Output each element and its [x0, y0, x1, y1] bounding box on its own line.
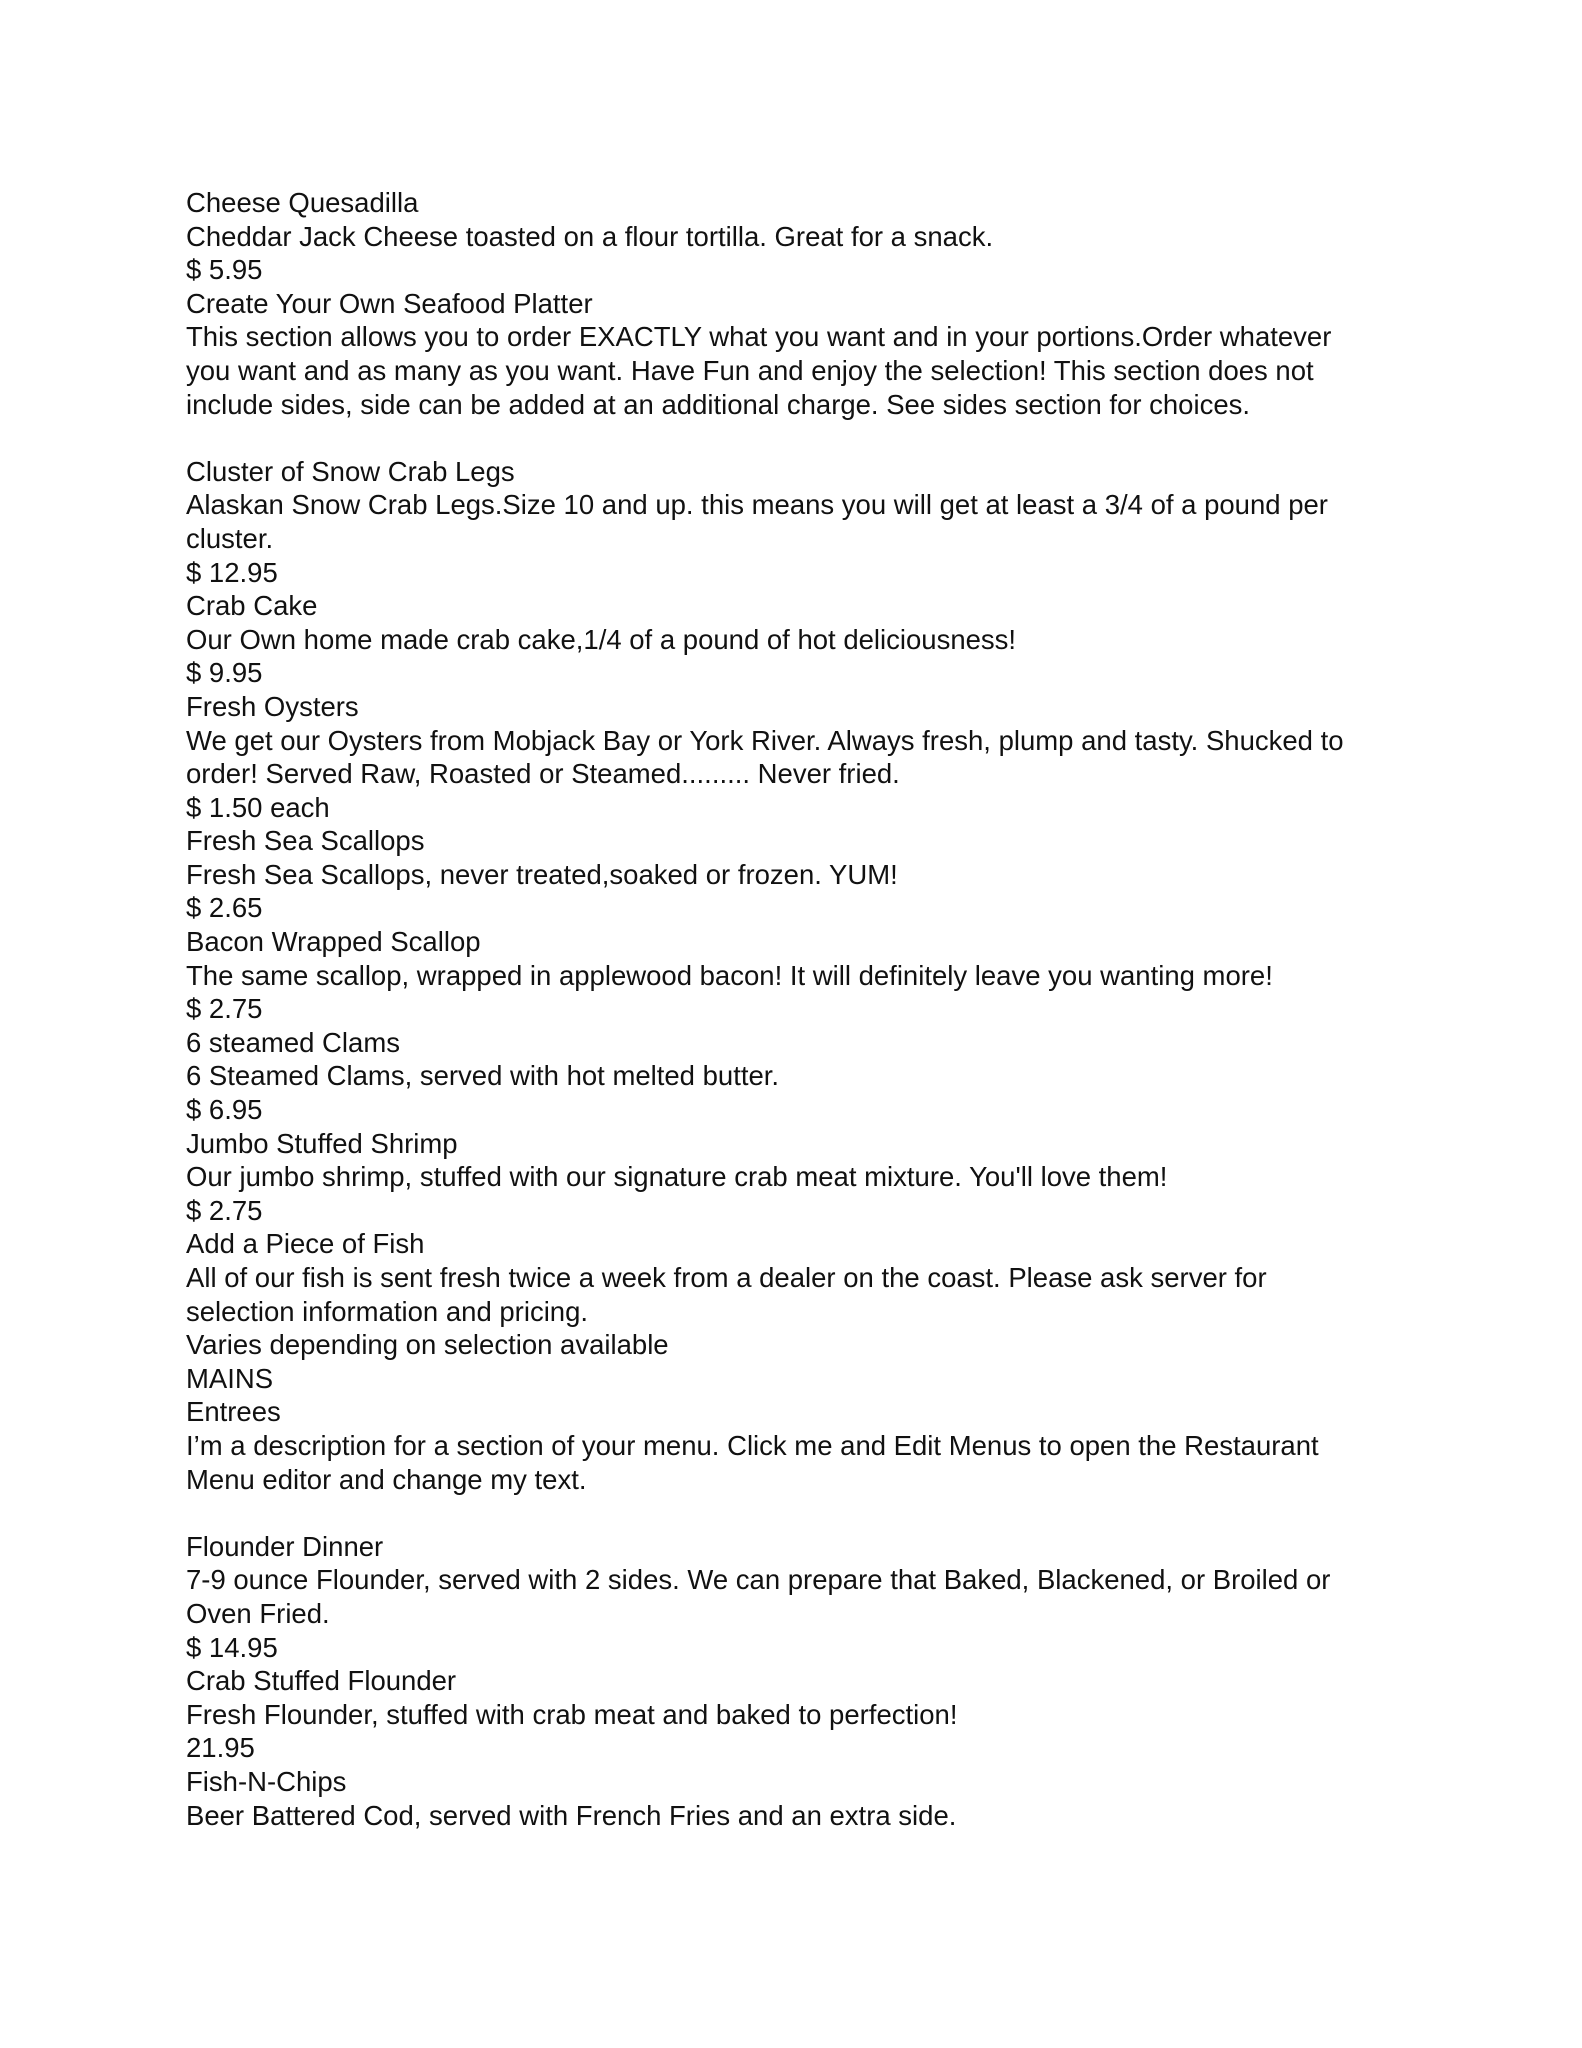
- item-description: cluster.: [186, 522, 274, 554]
- menu-heading: MAINS: [186, 1362, 274, 1394]
- item-name: Fresh Sea Scallops: [186, 825, 425, 857]
- item-description: order! Served Raw, Roasted or Steamed......... Never fried.: [186, 758, 900, 790]
- item-price: $ 12.95: [186, 556, 278, 588]
- section-title: Entrees: [186, 1396, 281, 1428]
- section-description: you want and as many as you want. Have Fun and enjoy the selection! This section does not: [186, 354, 1314, 386]
- item-price: $ 2.75: [186, 1194, 263, 1226]
- item-name: Fish-N-Chips: [186, 1765, 347, 1797]
- item-name: Cheese Quesadilla: [186, 187, 419, 218]
- item-name: 6 steamed Clams: [186, 1026, 400, 1058]
- item-description: We get our Oysters from Mobjack Bay or York River. Always fresh, plump and tasty. Shucked to: [186, 724, 1344, 756]
- item-name: Flounder Dinner: [186, 1530, 384, 1562]
- item-description: Beer Battered Cod, served with French Fries and an extra side.: [186, 1799, 957, 1831]
- item-price: $ 14.95: [186, 1631, 278, 1663]
- item-description: Our jumbo shrimp, stuffed with our signature crab meat mixture. You'll love them!: [186, 1161, 1168, 1193]
- item-price: $ 5.95: [186, 254, 263, 286]
- item-price: $ 1.50 each: [186, 791, 330, 823]
- section-title: Create Your Own Seafood Platter: [186, 287, 593, 319]
- menu-document: [186, 186, 1396, 1832]
- section-description: I’m a description for a section of your menu. Click me and Edit Menus to open the Restaurant: [186, 1429, 1319, 1461]
- item-name: Cluster of Snow Crab Legs: [186, 455, 515, 487]
- item-price: 21.95: [186, 1732, 255, 1764]
- item-price: $ 6.95: [186, 1094, 263, 1126]
- item-name: Fresh Oysters: [186, 690, 359, 722]
- item-description: 7-9 ounce Flounder, served with 2 sides. We can prepare that Baked, Blackened, or Broiled or: [186, 1564, 1331, 1596]
- section-description: This section allows you to order EXACTLY what you want and in your portions.Order whatever: [186, 321, 1332, 353]
- item-description: Alaskan Snow Crab Legs.Size 10 and up. this means you will get at least a 3/4 of a pound per: [186, 489, 1328, 521]
- item-price: $ 2.65: [186, 892, 263, 924]
- item-description: Fresh Flounder, stuffed with crab meat and baked to perfection!: [186, 1698, 958, 1730]
- section-description: Menu editor and change my text.: [186, 1463, 587, 1495]
- blank-line: [186, 421, 1396, 455]
- section-description: include sides, side can be added at an additional charge. See sides section for choices.: [186, 388, 1251, 420]
- item-description: 6 Steamed Clams, served with hot melted butter.: [186, 1060, 780, 1092]
- item-name: Add a Piece of Fish: [186, 1228, 425, 1260]
- item-price: $ 2.75: [186, 993, 263, 1025]
- item-description: The same scallop, wrapped in applewood bacon! It will definitely leave you wanting more!: [186, 959, 1273, 991]
- item-description: selection information and pricing.: [186, 1295, 589, 1327]
- item-description: Cheddar Jack Cheese toasted on a flour tortilla. Great for a snack.: [186, 220, 994, 252]
- blank-line: [186, 1496, 1396, 1530]
- item-name: Crab Stuffed Flounder: [186, 1665, 457, 1697]
- item-name: Crab Cake: [186, 590, 318, 622]
- item-description: Oven Fried.: [186, 1597, 330, 1629]
- item-description: Our Own home made crab cake,1/4 of a pound of hot deliciousness!: [186, 623, 1017, 655]
- item-price: Varies depending on selection available: [186, 1329, 669, 1361]
- item-description: All of our fish is sent fresh twice a week from a dealer on the coast. Please ask server for: [186, 1262, 1267, 1293]
- item-price: $ 9.95: [186, 657, 263, 689]
- item-description: Fresh Sea Scallops, never treated,soaked or frozen. YUM!: [186, 858, 898, 890]
- item-name: Jumbo Stuffed Shrimp: [186, 1127, 458, 1159]
- item-name: Bacon Wrapped Scallop: [186, 926, 481, 958]
